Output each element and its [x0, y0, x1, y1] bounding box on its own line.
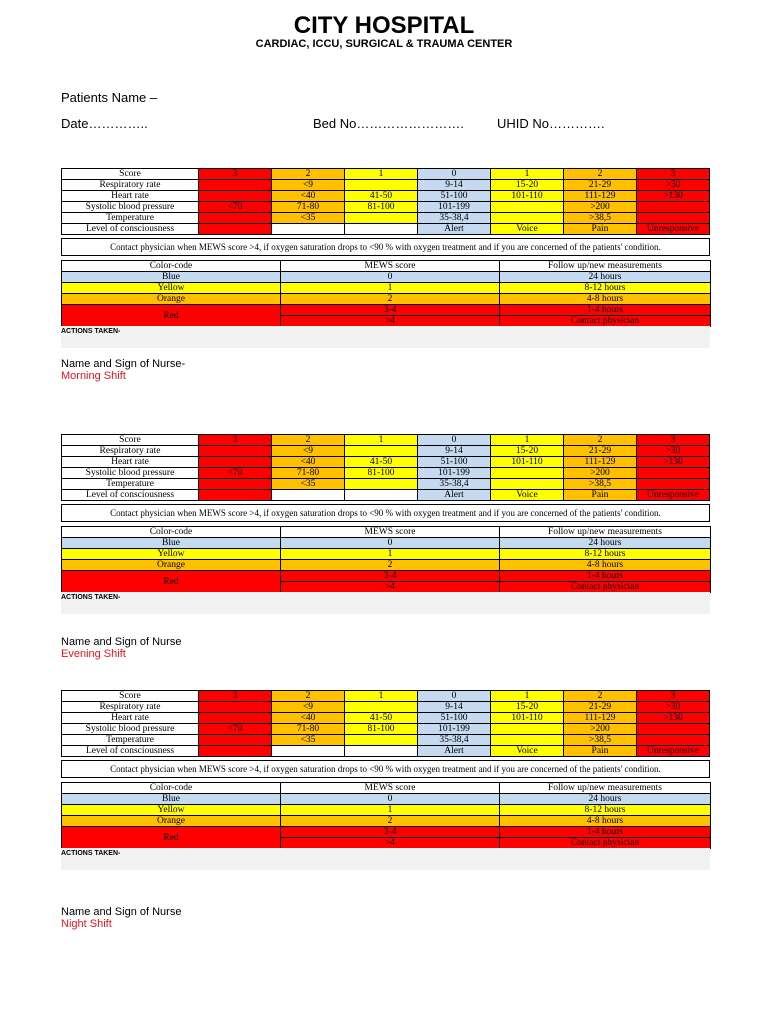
mews-cell: 3 — [637, 691, 710, 702]
mews-cell: 2 — [272, 691, 345, 702]
mews-cell: Alert — [418, 746, 491, 757]
mews-cell: Voice — [491, 490, 564, 501]
nurse-sign-label: Name and Sign of Nurse- — [61, 358, 186, 370]
color-code-cell: Red — [62, 305, 281, 327]
mews-cell: 71-80 — [272, 202, 345, 213]
color-code-header: MEWS score — [281, 527, 500, 538]
mews-cell: 51-100 — [418, 713, 491, 724]
mews-cell: Pain — [564, 224, 637, 235]
mews-cell: 3 — [199, 169, 272, 180]
mews-cell: 41-50 — [345, 457, 418, 468]
mews-cell: 81-100 — [345, 724, 418, 735]
mews-cell: 2 — [564, 435, 637, 446]
mews-row-label: Heart rate — [62, 191, 199, 202]
mews-cell: <35 — [272, 213, 345, 224]
mews-cell: <35 — [272, 479, 345, 490]
color-code-cell: Blue — [62, 538, 281, 549]
mews-score-cell: 0 — [281, 538, 500, 549]
color-code-header: Follow up/new measurements — [500, 527, 711, 538]
color-code-header: Follow up/new measurements — [500, 261, 711, 272]
mews-row — [62, 468, 710, 479]
mews-cell: 9-14 — [418, 446, 491, 457]
mews-cell: <70 — [199, 202, 272, 213]
color-code-cell: Yellow — [62, 549, 281, 560]
color-code-header: Color-code — [62, 783, 281, 794]
mews-cell: 101-110 — [491, 713, 564, 724]
mews-row — [62, 479, 710, 490]
color-code-cell: Orange — [62, 294, 281, 305]
mews-cell — [199, 180, 272, 191]
color-code-cell: Orange — [62, 560, 281, 571]
mews-cell: Unresponsive — [637, 490, 710, 501]
color-code-cell: Yellow — [62, 805, 281, 816]
mews-score-table — [61, 690, 710, 757]
follow-up-cell: 24 hours — [500, 538, 711, 549]
color-code-row — [62, 272, 711, 283]
mews-cell: 81-100 — [345, 468, 418, 479]
mews-cell: Unresponsive — [637, 746, 710, 757]
mews-row-label: Systolic blood pressure — [62, 202, 199, 213]
mews-cell — [345, 446, 418, 457]
mews-cell: 3 — [637, 169, 710, 180]
mews-row-label: Temperature — [62, 735, 199, 746]
mews-row-label: Score — [62, 169, 199, 180]
contact-physician-note: Contact physician when MEWS score >4, if oxygen saturation drops to <90 % with oxygen treatment and if you are concerned of the patients' condition. — [61, 238, 710, 256]
mews-score-cell: 2 — [281, 816, 500, 827]
actions-taken-label: ACTIONS TAKEN- — [61, 328, 121, 335]
mews-row-label: Heart rate — [62, 457, 199, 468]
color-code-table — [61, 782, 711, 849]
follow-up-cell: 4-8 hours — [500, 560, 711, 571]
nurse-sign-label: Name and Sign of Nurse — [61, 906, 182, 918]
follow-up-cell: Contact physician — [500, 582, 711, 593]
mews-score-cell: 0 — [281, 794, 500, 805]
mews-row — [62, 490, 710, 501]
hospital-title: CITY HOSPITAL — [293, 12, 475, 39]
mews-cell: 101-199 — [418, 468, 491, 479]
mews-cell — [345, 735, 418, 746]
color-code-header-row — [62, 527, 711, 538]
mews-cell: Pain — [564, 746, 637, 757]
actions-taken-area[interactable] — [61, 592, 710, 614]
mews-row-label: Level of consciousness — [62, 746, 199, 757]
mews-cell: <70 — [199, 724, 272, 735]
mews-row — [62, 202, 710, 213]
mews-cell: 2 — [272, 435, 345, 446]
mews-cell: <9 — [272, 446, 345, 457]
mews-cell: 35-38,4 — [418, 735, 491, 746]
actions-taken-area[interactable] — [61, 848, 710, 870]
actions-taken-area[interactable] — [61, 326, 710, 348]
mews-cell: 101-110 — [491, 457, 564, 468]
mews-cell: 15-20 — [491, 446, 564, 457]
mews-cell: 71-80 — [272, 724, 345, 735]
color-code-row — [62, 560, 711, 571]
mews-cell — [199, 735, 272, 746]
color-code-row — [62, 294, 711, 305]
mews-cell: 1 — [345, 169, 418, 180]
color-code-header-row — [62, 261, 711, 272]
mews-cell: 21-29 — [564, 180, 637, 191]
mews-cell — [199, 213, 272, 224]
mews-row-label: Temperature — [62, 479, 199, 490]
mews-cell — [637, 479, 710, 490]
shift-label: Morning Shift — [61, 370, 126, 382]
color-code-row — [62, 549, 711, 560]
mews-score-cell: 0 — [281, 272, 500, 283]
color-code-header: MEWS score — [281, 261, 500, 272]
color-code-cell: Red — [62, 827, 281, 849]
mews-cell — [199, 702, 272, 713]
uhid-field[interactable]: UHID No…………. — [497, 116, 605, 131]
mews-cell: 2 — [272, 169, 345, 180]
mews-cell — [491, 468, 564, 479]
mews-score-cell: 2 — [281, 294, 500, 305]
color-code-row — [62, 538, 711, 549]
actions-taken-label: ACTIONS TAKEN- — [61, 850, 121, 857]
mews-cell: >200 — [564, 468, 637, 479]
mews-row — [62, 191, 710, 202]
mews-cell — [345, 213, 418, 224]
mews-cell: 1 — [345, 691, 418, 702]
mews-score-cell: >4 — [281, 316, 500, 327]
mews-cell: Pain — [564, 490, 637, 501]
mews-cell: >200 — [564, 724, 637, 735]
mews-score-cell: >4 — [281, 582, 500, 593]
mews-score-table — [61, 434, 710, 501]
mews-cell — [199, 457, 272, 468]
contact-physician-note: Contact physician when MEWS score >4, if oxygen saturation drops to <90 % with oxygen treatment and if you are concerned of the patients' condition. — [61, 760, 710, 778]
color-code-table — [61, 526, 711, 593]
mews-row-label: Heart rate — [62, 713, 199, 724]
mews-row-label: Level of consciousness — [62, 224, 199, 235]
mews-cell: 9-14 — [418, 180, 491, 191]
mews-row — [62, 446, 710, 457]
hospital-subtitle: CARDIAC, ICCU, SURGICAL & TRAUMA CENTER — [255, 38, 513, 50]
mews-cell — [272, 224, 345, 235]
mews-cell: 3 — [637, 435, 710, 446]
mews-cell — [491, 724, 564, 735]
color-code-cell: Yellow — [62, 283, 281, 294]
date-field[interactable]: Date………….. — [61, 116, 148, 131]
mews-cell — [272, 746, 345, 757]
mews-cell: <70 — [199, 468, 272, 479]
color-code-header: Color-code — [62, 527, 281, 538]
mews-row — [62, 735, 710, 746]
color-code-row — [62, 571, 711, 582]
mews-score-cell: 3-4 — [281, 571, 500, 582]
mews-cell: <9 — [272, 180, 345, 191]
color-code-cell: Blue — [62, 272, 281, 283]
shift-label: Night Shift — [61, 918, 112, 930]
mews-row-label: Level of consciousness — [62, 490, 199, 501]
mews-cell: 101-199 — [418, 724, 491, 735]
mews-row-label: Systolic blood pressure — [62, 724, 199, 735]
mews-row-label: Score — [62, 435, 199, 446]
mews-cell: Unresponsive — [637, 224, 710, 235]
mews-cell: Alert — [418, 224, 491, 235]
color-code-row — [62, 805, 711, 816]
mews-cell — [491, 202, 564, 213]
mews-score-cell: 1 — [281, 549, 500, 560]
mews-cell: Alert — [418, 490, 491, 501]
shift-label: Evening Shift — [61, 648, 126, 660]
mews-cell: <40 — [272, 713, 345, 724]
follow-up-cell: 1-4 hours — [500, 827, 711, 838]
mews-cell — [199, 713, 272, 724]
mews-cell: 111-129 — [564, 713, 637, 724]
mews-cell: >200 — [564, 202, 637, 213]
mews-cell: 2 — [564, 169, 637, 180]
mews-cell: 21-29 — [564, 702, 637, 713]
follow-up-cell: Contact physician — [500, 838, 711, 849]
mews-cell — [199, 224, 272, 235]
mews-cell: >38,5 — [564, 213, 637, 224]
mews-cell: 1 — [491, 691, 564, 702]
mews-cell — [199, 746, 272, 757]
color-code-row — [62, 816, 711, 827]
mews-row — [62, 435, 710, 446]
follow-up-cell: Contact physician — [500, 316, 711, 327]
mews-cell — [199, 446, 272, 457]
mews-row-label: Score — [62, 691, 199, 702]
color-code-table — [61, 260, 711, 327]
mews-cell: >38,5 — [564, 479, 637, 490]
contact-physician-note: Contact physician when MEWS score >4, if oxygen saturation drops to <90 % with oxygen treatment and if you are concerned of the patients' condition. — [61, 504, 710, 522]
mews-cell: 21-29 — [564, 446, 637, 457]
mews-cell: <40 — [272, 457, 345, 468]
mews-row-label: Respiratory rate — [62, 702, 199, 713]
mews-cell — [199, 490, 272, 501]
follow-up-cell: 24 hours — [500, 794, 711, 805]
mews-cell — [637, 724, 710, 735]
color-code-cell: Red — [62, 571, 281, 593]
mews-cell: 51-100 — [418, 457, 491, 468]
color-code-row — [62, 283, 711, 294]
actions-taken-label: ACTIONS TAKEN- — [61, 594, 121, 601]
mews-cell: 1 — [491, 435, 564, 446]
mews-cell: 15-20 — [491, 180, 564, 191]
color-code-row — [62, 305, 711, 316]
mews-row — [62, 169, 710, 180]
mews-cell: 15-20 — [491, 702, 564, 713]
mews-cell — [345, 490, 418, 501]
color-code-cell: Orange — [62, 816, 281, 827]
mews-cell: 3 — [199, 435, 272, 446]
mews-cell: 3 — [199, 691, 272, 702]
mews-cell — [491, 479, 564, 490]
mews-row — [62, 224, 710, 235]
mews-cell: 101-110 — [491, 191, 564, 202]
mews-cell — [199, 191, 272, 202]
follow-up-cell: 8-12 hours — [500, 805, 711, 816]
mews-cell — [345, 746, 418, 757]
mews-row — [62, 724, 710, 735]
mews-cell: 2 — [564, 691, 637, 702]
mews-score-cell: >4 — [281, 838, 500, 849]
mews-row — [62, 746, 710, 757]
mews-cell — [637, 735, 710, 746]
color-code-header: MEWS score — [281, 783, 500, 794]
follow-up-cell: 8-12 hours — [500, 283, 711, 294]
mews-cell: 41-50 — [345, 713, 418, 724]
nurse-sign-label: Name and Sign of Nurse — [61, 636, 182, 648]
mews-cell: 0 — [418, 169, 491, 180]
mews-cell — [199, 479, 272, 490]
mews-cell — [637, 213, 710, 224]
mews-cell: 35-38,4 — [418, 479, 491, 490]
mews-cell: 81-100 — [345, 202, 418, 213]
mews-cell: >30 — [637, 180, 710, 191]
follow-up-cell: 4-8 hours — [500, 294, 711, 305]
mews-cell: <9 — [272, 702, 345, 713]
mews-score-cell: 1 — [281, 283, 500, 294]
mews-cell — [491, 213, 564, 224]
color-code-header-row — [62, 783, 711, 794]
color-code-row — [62, 827, 711, 838]
follow-up-cell: 24 hours — [500, 272, 711, 283]
mews-cell: 71-80 — [272, 468, 345, 479]
mews-row — [62, 713, 710, 724]
mews-cell: 9-14 — [418, 702, 491, 713]
mews-cell: Voice — [491, 746, 564, 757]
mews-row-label: Respiratory rate — [62, 180, 199, 191]
mews-row-label: Systolic blood pressure — [62, 468, 199, 479]
mews-row — [62, 691, 710, 702]
mews-cell — [345, 224, 418, 235]
patient-name-field[interactable]: Patients Name – — [61, 90, 158, 105]
mews-cell: 41-50 — [345, 191, 418, 202]
mews-cell: 101-199 — [418, 202, 491, 213]
mews-cell — [272, 490, 345, 501]
bed-number-field[interactable]: Bed No……………………. — [313, 116, 464, 131]
mews-cell: <40 — [272, 191, 345, 202]
mews-cell: 0 — [418, 691, 491, 702]
mews-row — [62, 702, 710, 713]
mews-score-cell: 2 — [281, 560, 500, 571]
mews-cell: 51-100 — [418, 191, 491, 202]
mews-row — [62, 180, 710, 191]
color-code-header: Color-code — [62, 261, 281, 272]
mews-cell — [345, 702, 418, 713]
mews-cell — [637, 468, 710, 479]
mews-cell — [345, 479, 418, 490]
mews-cell: 0 — [418, 435, 491, 446]
follow-up-cell: 1-4 hours — [500, 571, 711, 582]
mews-cell: 35-38,4 — [418, 213, 491, 224]
mews-cell: 1 — [345, 435, 418, 446]
mews-cell: 1 — [491, 169, 564, 180]
mews-row-label: Respiratory rate — [62, 446, 199, 457]
mews-cell: >38,5 — [564, 735, 637, 746]
mews-cell: >30 — [637, 446, 710, 457]
follow-up-cell: 1-4 hours — [500, 305, 711, 316]
mews-cell: >30 — [637, 702, 710, 713]
color-code-row — [62, 794, 711, 805]
mews-row — [62, 457, 710, 468]
mews-cell — [491, 735, 564, 746]
mews-cell: Voice — [491, 224, 564, 235]
mews-score-cell: 1 — [281, 805, 500, 816]
color-code-header: Follow up/new measurements — [500, 783, 711, 794]
mews-row — [62, 213, 710, 224]
mews-row-label: Temperature — [62, 213, 199, 224]
mews-score-cell: 3-4 — [281, 827, 500, 838]
mews-cell: 111-129 — [564, 457, 637, 468]
mews-score-table — [61, 168, 710, 235]
mews-cell: >130 — [637, 457, 710, 468]
mews-cell: >130 — [637, 191, 710, 202]
mews-cell — [345, 180, 418, 191]
mews-cell — [637, 202, 710, 213]
follow-up-cell: 4-8 hours — [500, 816, 711, 827]
mews-cell: >130 — [637, 713, 710, 724]
follow-up-cell: 8-12 hours — [500, 549, 711, 560]
color-code-cell: Blue — [62, 794, 281, 805]
mews-cell: 111-129 — [564, 191, 637, 202]
mews-score-cell: 3-4 — [281, 305, 500, 316]
mews-cell: <35 — [272, 735, 345, 746]
